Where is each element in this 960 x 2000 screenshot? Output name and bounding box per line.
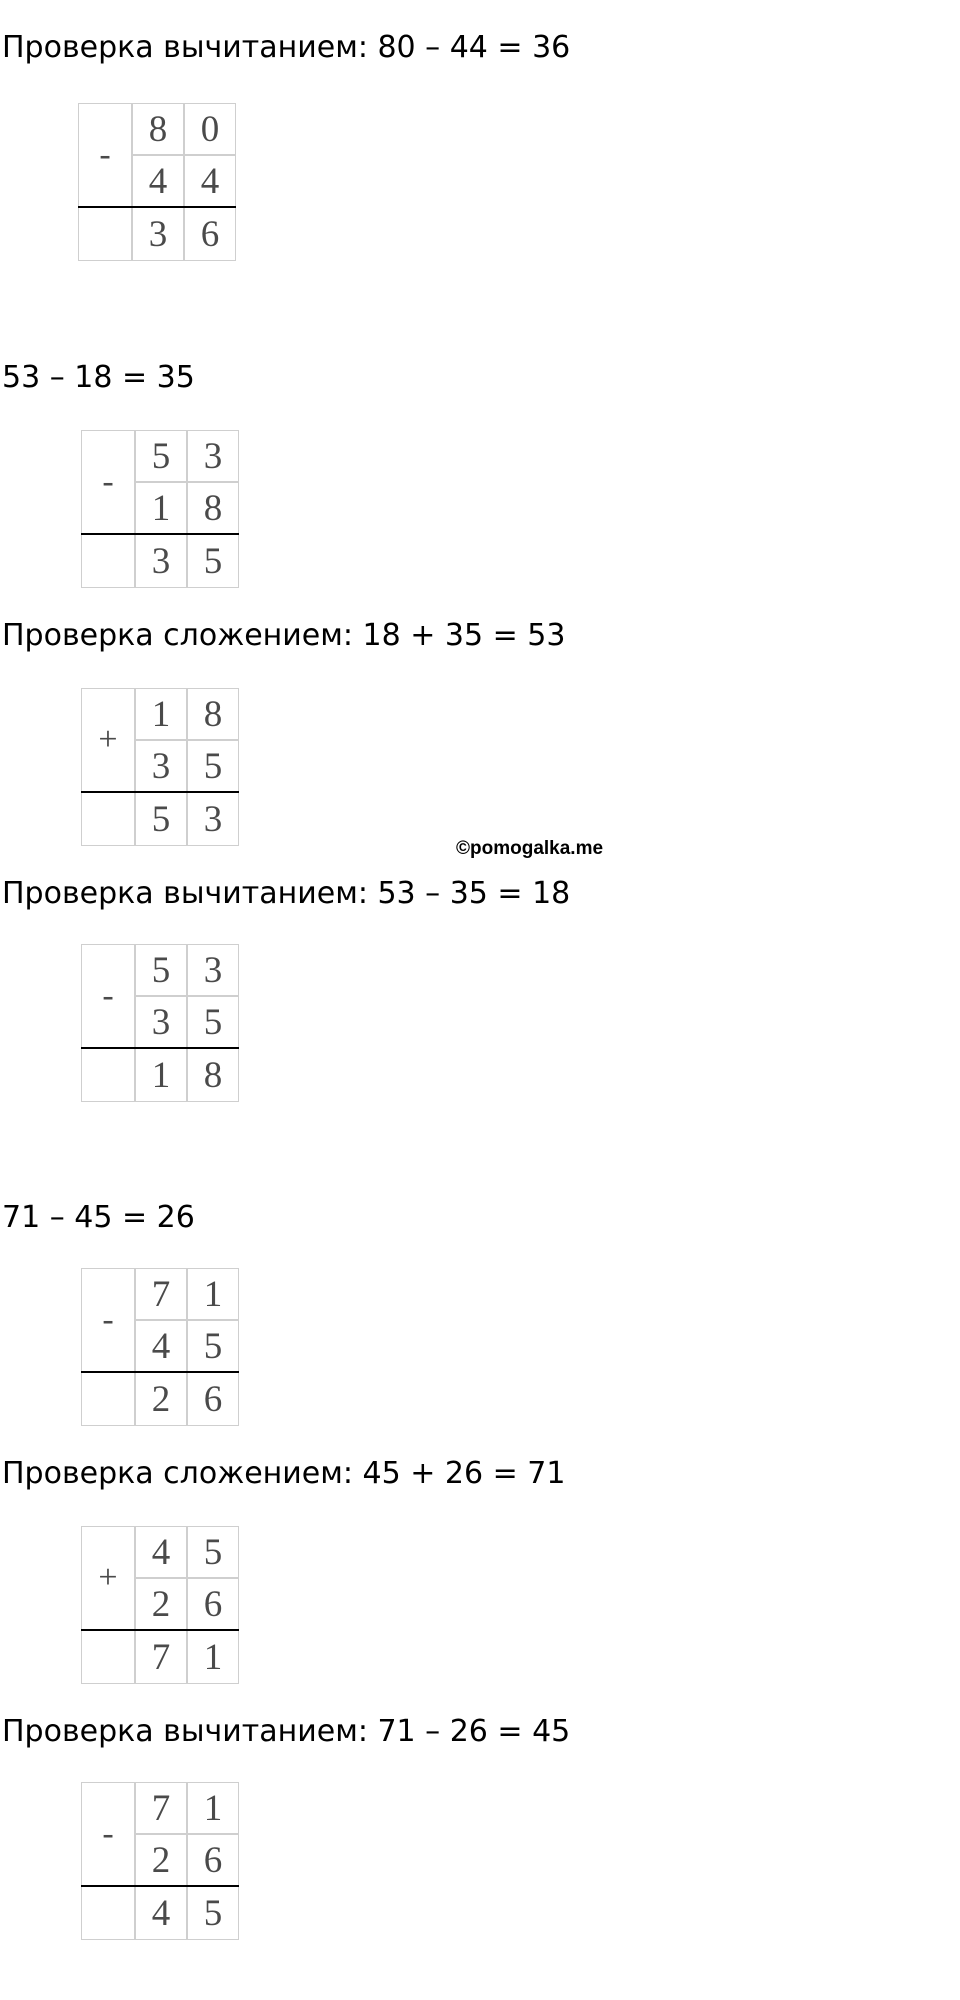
empty-cell [81,1630,135,1684]
top-digit: 5 [187,1526,239,1578]
top-digit: 8 [132,103,184,155]
watermark: ©pomogalka.me [456,838,604,859]
operation-sign: + [81,1526,135,1630]
result-digit: 1 [187,1630,239,1684]
result-line [81,791,239,793]
empty-cell [81,534,135,588]
column-arithmetic-grid [78,103,236,261]
top-digit: 1 [187,1268,239,1320]
result-digit: 8 [187,1048,239,1102]
result-line [81,1629,239,1631]
bottom-digit: 1 [135,482,187,534]
result-digit: 5 [135,792,187,846]
top-digit: 5 [135,430,187,482]
top-digit: 3 [187,944,239,996]
equation-heading: Проверка вычитанием: 80 – 44 = 36 [2,30,571,65]
result-digit: 5 [187,1886,239,1940]
top-digit: 1 [135,688,187,740]
bottom-digit: 2 [135,1578,187,1630]
top-digit: 3 [187,430,239,482]
bottom-digit: 8 [187,482,239,534]
result-digit: 6 [187,1372,239,1426]
column-arithmetic-grid [81,1526,239,1684]
bottom-digit: 5 [187,996,239,1048]
operation-sign: - [81,430,135,534]
column-arithmetic-grid [81,430,239,588]
result-digit: 2 [135,1372,187,1426]
bottom-digit: 4 [135,1320,187,1372]
result-digit: 3 [132,207,184,261]
result-digit: 6 [184,207,236,261]
result-digit: 4 [135,1886,187,1940]
result-digit: 3 [187,792,239,846]
equation-heading: 71 – 45 = 26 [2,1200,195,1235]
column-arithmetic-grid [81,688,239,846]
equation-heading: Проверка сложением: 45 + 26 = 71 [2,1456,566,1491]
top-digit: 5 [135,944,187,996]
empty-cell [81,1372,135,1426]
column-arithmetic-grid [81,1782,239,1940]
operation-sign: + [81,688,135,792]
equation-heading: 53 – 18 = 35 [2,360,195,395]
bottom-digit: 2 [135,1834,187,1886]
top-digit: 7 [135,1782,187,1834]
operation-sign: - [81,944,135,1048]
operation-sign: - [81,1782,135,1886]
empty-cell [81,1886,135,1940]
top-digit: 1 [187,1782,239,1834]
equation-heading: Проверка сложением: 18 + 35 = 53 [2,618,566,653]
bottom-digit: 5 [187,1320,239,1372]
bottom-digit: 5 [187,740,239,792]
column-arithmetic-grid [81,944,239,1102]
result-digit: 5 [187,534,239,588]
top-digit: 0 [184,103,236,155]
bottom-digit: 6 [187,1834,239,1886]
result-digit: 3 [135,534,187,588]
result-line [81,533,239,535]
top-digit: 8 [187,688,239,740]
operation-sign: - [81,1268,135,1372]
bottom-digit: 3 [135,996,187,1048]
empty-cell [81,792,135,846]
top-digit: 4 [135,1526,187,1578]
result-line [78,206,236,208]
operation-sign: - [78,103,132,207]
bottom-digit: 4 [132,155,184,207]
bottom-digit: 6 [187,1578,239,1630]
top-digit: 7 [135,1268,187,1320]
result-line [81,1885,239,1887]
equation-heading: Проверка вычитанием: 53 – 35 = 18 [2,876,571,911]
result-line [81,1371,239,1373]
bottom-digit: 3 [135,740,187,792]
result-line [81,1047,239,1049]
bottom-digit: 4 [184,155,236,207]
empty-cell [78,207,132,261]
equation-heading: Проверка вычитанием: 71 – 26 = 45 [2,1714,571,1749]
empty-cell [81,1048,135,1102]
result-digit: 7 [135,1630,187,1684]
result-digit: 1 [135,1048,187,1102]
column-arithmetic-grid [81,1268,239,1426]
